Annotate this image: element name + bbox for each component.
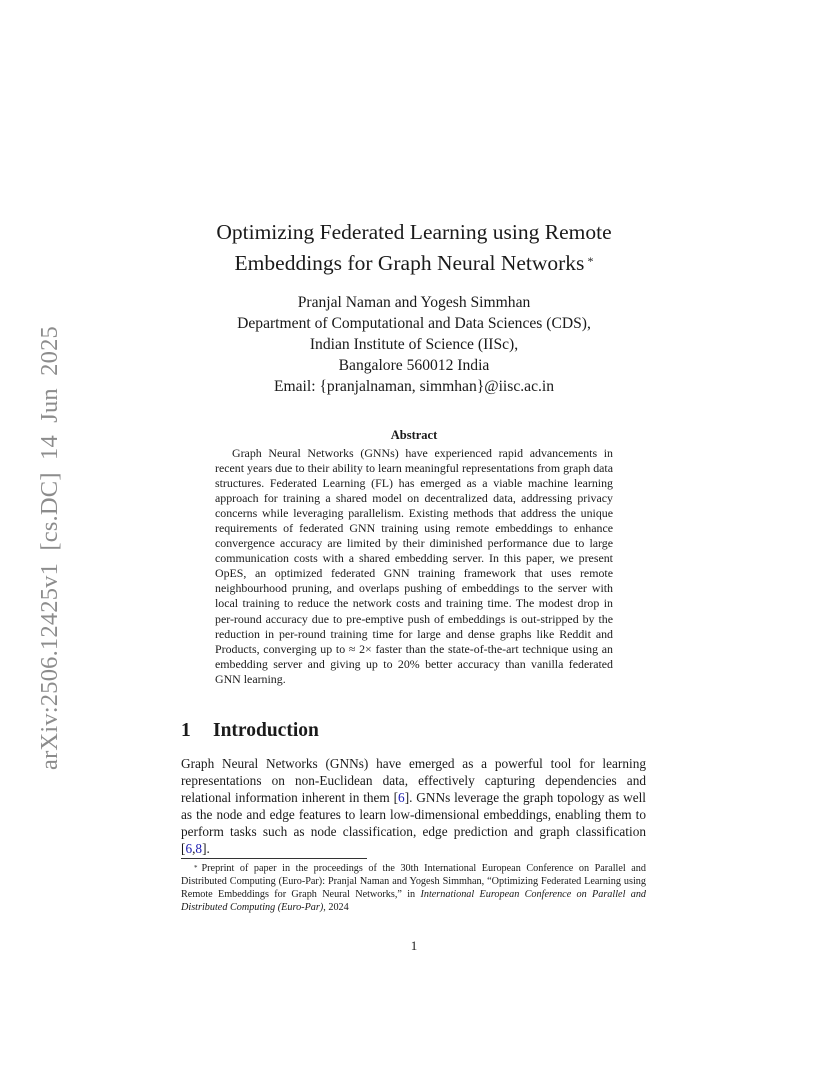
author-institute: Indian Institute of Science (IISc),: [309, 336, 519, 353]
title-line-2: [160, 248, 668, 279]
paper-title: [160, 217, 668, 279]
citation-link[interactable]: 6: [398, 790, 405, 806]
citation-separator: ,: [192, 841, 196, 857]
footnote: [181, 862, 646, 914]
footnote-divider: [181, 858, 367, 859]
title-line-2-text: Embeddings for Graph Neural Networks: [234, 251, 585, 275]
footnote-mark: *: [194, 864, 198, 872]
intro-text-2: ]. GNNs leverage the graph topology as well as the node and edge features to learn low-dimensional embeddings, enabling them to perform tasks such as node classification, edge prediction and graph classification [: [181, 790, 646, 857]
author-names: Pranjal Naman and Yogesh Simmhan: [297, 294, 531, 311]
introduction-paragraph: [181, 755, 646, 858]
abstract-heading: Abstract: [390, 428, 438, 442]
section-number: 1: [181, 720, 191, 741]
section-title: Introduction: [213, 720, 319, 741]
title-footnote-mark[interactable]: *: [587, 254, 594, 268]
title-line-1: Optimizing Federated Learning using Remote: [216, 220, 612, 244]
author-block: [140, 292, 688, 397]
citation-link[interactable]: 8: [195, 841, 203, 857]
page-number: 1: [410, 938, 418, 953]
footnote-venue: International European Conference on Parallel and Distributed Computing (Euro-Par): [181, 889, 647, 914]
author-city: Bangalore 560012 India: [338, 357, 490, 374]
intro-text-1: Graph Neural Networks (GNNs) have emerged as a powerful tool for learning representations on non-Euclidean data, effectively capturing dependencies and relational information inherent in them [: [181, 756, 646, 806]
abstract-text: Graph Neural Networks (GNNs) have experienced rapid advancements in recent years due to their ability to learn meaningful representations from graph data structures. Federated Learning (FL) has emerged as a viable machine learning approach for training a shared model on decentralized data, addressing privacy concerns while leveraging parallelism. Existing methods that address the unique requirements of federated GNN training using remote embeddings to enhance convergence accuracy are limited by their diminished performance due to large communication costs with a shared embedding server. In this paper, we present OpES, an optimized federated GNN training framework that uses remote neighbourhood pruning, and overlaps pushing of embeddings to the server with local training to reduce the network costs and training time. The modest drop in per-round accuracy due to pre-emptive push of embeddings is out-stripped by the reduction in per-round training time for large and dense graphs like Reddit and Products, converging up to ≈ 2× faster than the state-of-the-art technique using an embedding server and giving up to 20% better accuracy than vanilla federated GNN learning.: [215, 446, 613, 686]
arxiv-identifier-stamp[interactable]: arXiv:2506.12425v1 [cs.DC] 14 Jun 2025: [36, 326, 63, 770]
author-email: Email: {pranjalnaman, simmhan}@iisc.ac.in: [273, 378, 555, 395]
author-department: Department of Computational and Data Sciences (CDS),: [237, 315, 591, 332]
citation-link[interactable]: 6: [185, 841, 193, 857]
section-heading-introduction: [181, 720, 319, 742]
footnote-year: , 2024: [323, 902, 349, 914]
footnote-text: Preprint of paper in the proceedings of the 30th International European Conference on Parallel and Distributed Computing (Euro-Par): Pranjal Naman and Yogesh Simmhan, “Optimizing Federated Learning using Remote Embeddings for Graph Neural Networks,” in: [181, 863, 646, 901]
intro-text-3: ].: [202, 841, 210, 857]
